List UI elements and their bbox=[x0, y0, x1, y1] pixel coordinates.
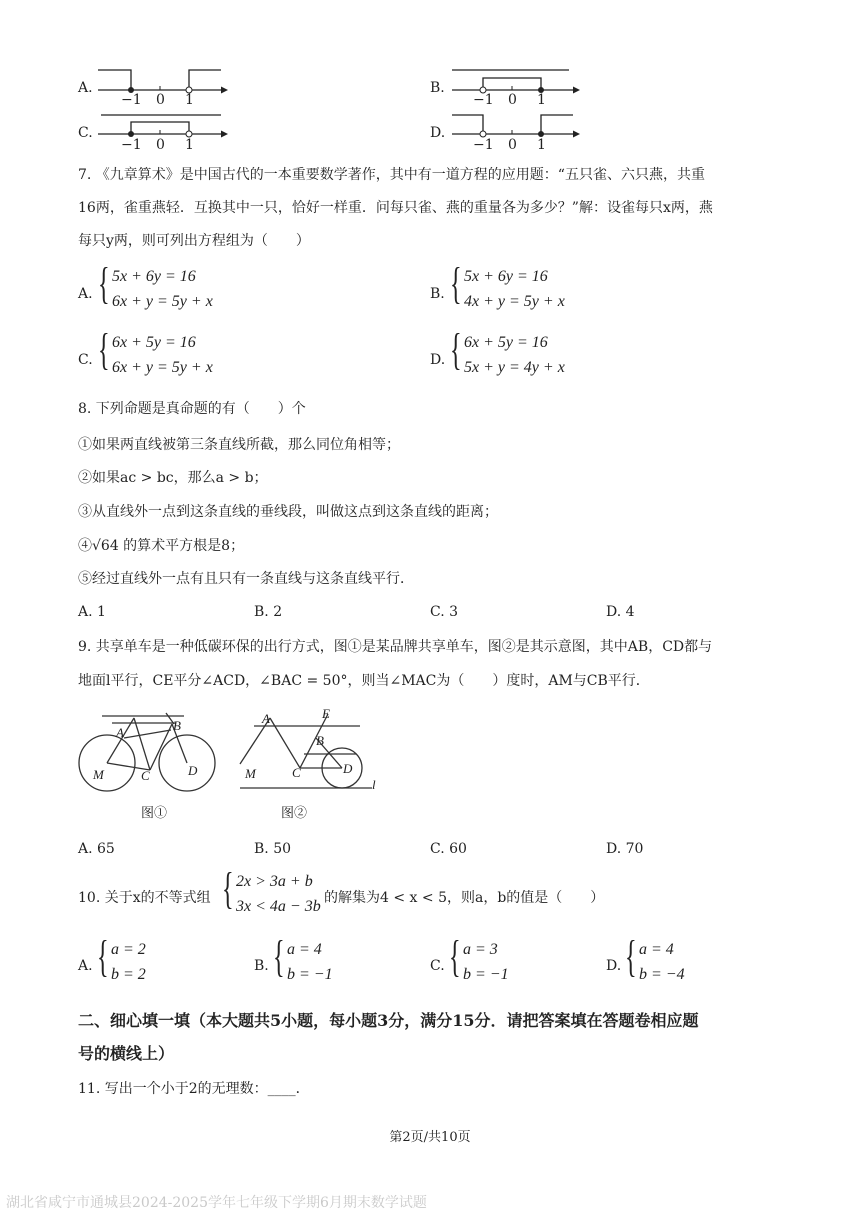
option-label: D. bbox=[606, 604, 622, 620]
q8-item-2: ②如果ac > bc，那么a > b； bbox=[78, 470, 268, 486]
equation: 6x + y = 5y + x bbox=[112, 293, 213, 310]
equation-system bbox=[450, 325, 610, 384]
inequality: 3x < 4a − 3b bbox=[236, 898, 321, 915]
tick-label: −1 bbox=[473, 137, 494, 153]
option-label: C. bbox=[78, 352, 93, 368]
point-label-m: M bbox=[245, 766, 256, 781]
q8-option-b bbox=[254, 604, 282, 620]
tick-label: −1 bbox=[473, 92, 494, 108]
tick-label: 1 bbox=[185, 137, 194, 153]
equation: a = 2 bbox=[111, 941, 146, 958]
q9-stem-line2: 地面l平行，CE平分∠ACD，∠BAC = 50°，则当∠MAC为（ ）度时，AM与CB平行． bbox=[78, 673, 650, 689]
equation: a = 4 bbox=[287, 941, 322, 958]
option-value: 65 bbox=[97, 841, 115, 857]
q7-stem-line2: 16两，雀重燕轻．互换其中一只，恰好一样重．问每只雀、燕的重量各为多少？”解：设雀每只x两，燕 bbox=[78, 200, 713, 216]
tick-label: −1 bbox=[121, 137, 142, 153]
option-label: A. bbox=[78, 604, 93, 620]
option-label: A. bbox=[78, 958, 93, 974]
q7-stem-line1: 7. 《九章算术》是中国古代的一本重要数学著作，其中有一道方程的应用题：“五只雀、六只燕，共重 bbox=[78, 167, 705, 183]
section-2-heading-line2: 号的横线上） bbox=[78, 1044, 175, 1063]
q8-option-d bbox=[606, 604, 635, 620]
brace-icon: { bbox=[97, 932, 109, 981]
equation: 5x + 6y = 16 bbox=[464, 268, 548, 285]
brace-icon: { bbox=[98, 259, 110, 308]
brace-icon: { bbox=[450, 325, 462, 374]
point-label-a: A bbox=[116, 725, 124, 740]
q7-stem-line3: 每只y两，则可列出方程组为（ ） bbox=[78, 233, 310, 249]
equation: a = 4 bbox=[639, 941, 674, 958]
brace-icon: { bbox=[625, 932, 637, 981]
equation: b = −1 bbox=[463, 966, 509, 983]
point-label-a: A bbox=[262, 711, 270, 726]
tick-label: 1 bbox=[537, 92, 546, 108]
equation: 5x + 6y = 16 bbox=[112, 268, 196, 285]
q9-option-a bbox=[78, 841, 115, 857]
equation: b = −4 bbox=[639, 966, 685, 983]
point-label-b: B bbox=[173, 718, 181, 733]
q8-stem: 8. 下列命题是真命题的有（ ）个 bbox=[78, 401, 306, 417]
equation: 6x + 5y = 16 bbox=[112, 334, 196, 351]
q9-stem-line1: 9. 共享单车是一种低碳环保的出行方式，图①是某品牌共享单车，图②是其示意图，其中AB，CD都与 bbox=[78, 639, 713, 655]
option-label: D. bbox=[430, 352, 446, 368]
option-value: 4 bbox=[625, 604, 635, 620]
option-label: C. bbox=[430, 604, 445, 620]
option-label: B. bbox=[254, 604, 269, 620]
equation-system bbox=[97, 932, 187, 991]
equation: 4x + y = 5y + x bbox=[464, 293, 565, 310]
q9-fig2-caption: 图② bbox=[281, 806, 308, 821]
equation: b = 2 bbox=[111, 966, 146, 983]
option-label: D. bbox=[606, 841, 622, 857]
option-label: C. bbox=[430, 841, 445, 857]
option-label: B. bbox=[430, 286, 445, 302]
point-label-d: D bbox=[188, 763, 198, 778]
equation-system bbox=[625, 932, 715, 991]
brace-icon: { bbox=[98, 325, 110, 374]
inequality: 2x > 3a + b bbox=[236, 873, 313, 890]
brace-icon: { bbox=[450, 259, 462, 308]
brace-icon: { bbox=[222, 864, 234, 913]
page-number: 第2页/共10页 bbox=[389, 1130, 471, 1145]
option-value: 3 bbox=[449, 604, 459, 620]
q6-option-c-label: C. bbox=[78, 125, 93, 141]
option-value: 50 bbox=[273, 841, 292, 857]
q10-suffix: 的解集为4 < x < 5，则a，b的值是（ ） bbox=[324, 890, 605, 906]
equation-system bbox=[98, 325, 258, 384]
option-label: A. bbox=[78, 841, 93, 857]
watermark: 湖北省咸宁市通城县2024-2025学年七年级下学期6月期末数学试题 bbox=[6, 1195, 427, 1211]
q6-option-b-label: B. bbox=[430, 80, 445, 96]
q6-option-a-label: A. bbox=[78, 80, 93, 96]
q8-option-c bbox=[430, 604, 458, 620]
q10-prefix: 10. 关于x的不等式组 bbox=[78, 890, 211, 906]
section-2-heading-line1: 二、细心填一填（本大题共5小题，每小题3分，满分15分．请把答案填在答题卷相应题 bbox=[78, 1011, 699, 1030]
q9-option-c bbox=[430, 841, 467, 857]
equation: b = −1 bbox=[287, 966, 333, 983]
q6-option-d-label: D. bbox=[430, 125, 446, 141]
q11-stem: 11. 写出一个小于2的无理数：____． bbox=[78, 1081, 310, 1097]
tick-label: 1 bbox=[185, 92, 194, 108]
option-value: 60 bbox=[449, 841, 467, 857]
option-value: 2 bbox=[273, 604, 283, 620]
tick-label: −1 bbox=[121, 92, 142, 108]
point-label-c: C bbox=[141, 768, 150, 783]
tick-label: 1 bbox=[537, 137, 546, 153]
equation: 6x + 5y = 16 bbox=[464, 334, 548, 351]
q8-item-1: ①如果两直线被第三条直线所截，那么同位角相等； bbox=[78, 437, 400, 453]
point-label-b: B bbox=[316, 733, 324, 748]
equation-system bbox=[98, 259, 258, 318]
point-label-e: E bbox=[322, 706, 330, 721]
equation-system bbox=[273, 932, 363, 991]
tick-label: 0 bbox=[508, 92, 517, 108]
q9-option-b bbox=[254, 841, 291, 857]
brace-icon: { bbox=[449, 932, 461, 981]
tick-label: 0 bbox=[156, 137, 165, 153]
option-label: B. bbox=[254, 841, 269, 857]
point-label-d: D bbox=[343, 761, 353, 776]
q9-figure-2-schematic bbox=[232, 706, 382, 798]
q10-inequality-system bbox=[222, 864, 332, 923]
q8-item-3: ③从直线外一点到这条直线的垂线段，叫做这点到这条直线的距离； bbox=[78, 504, 498, 520]
option-label: A. bbox=[78, 286, 93, 302]
option-label: B. bbox=[254, 958, 269, 974]
q9-figure-1-bicycle bbox=[74, 708, 224, 798]
equation: 5x + y = 4y + x bbox=[464, 359, 565, 376]
equation-system bbox=[450, 259, 610, 318]
tick-label: 0 bbox=[508, 137, 517, 153]
point-label-c: C bbox=[292, 765, 301, 780]
q8-item-4: ④√64 的算术平方根是8； bbox=[78, 538, 245, 554]
equation: 6x + y = 5y + x bbox=[112, 359, 213, 376]
option-value: 70 bbox=[625, 841, 644, 857]
point-label-m: M bbox=[93, 767, 104, 782]
option-label: D. bbox=[606, 958, 622, 974]
option-value: 1 bbox=[97, 604, 106, 620]
option-label: C. bbox=[430, 958, 445, 974]
q8-item-5: ⑤经过直线外一点有且只有一条直线与这条直线平行． bbox=[78, 571, 414, 587]
brace-icon: { bbox=[273, 932, 285, 981]
equation-system bbox=[449, 932, 539, 991]
tick-label: 0 bbox=[156, 92, 165, 108]
q9-option-d bbox=[606, 841, 643, 857]
q8-option-a bbox=[78, 604, 106, 620]
line-label-l: l bbox=[372, 777, 376, 792]
equation: a = 3 bbox=[463, 941, 498, 958]
q9-fig1-caption: 图① bbox=[141, 806, 168, 821]
